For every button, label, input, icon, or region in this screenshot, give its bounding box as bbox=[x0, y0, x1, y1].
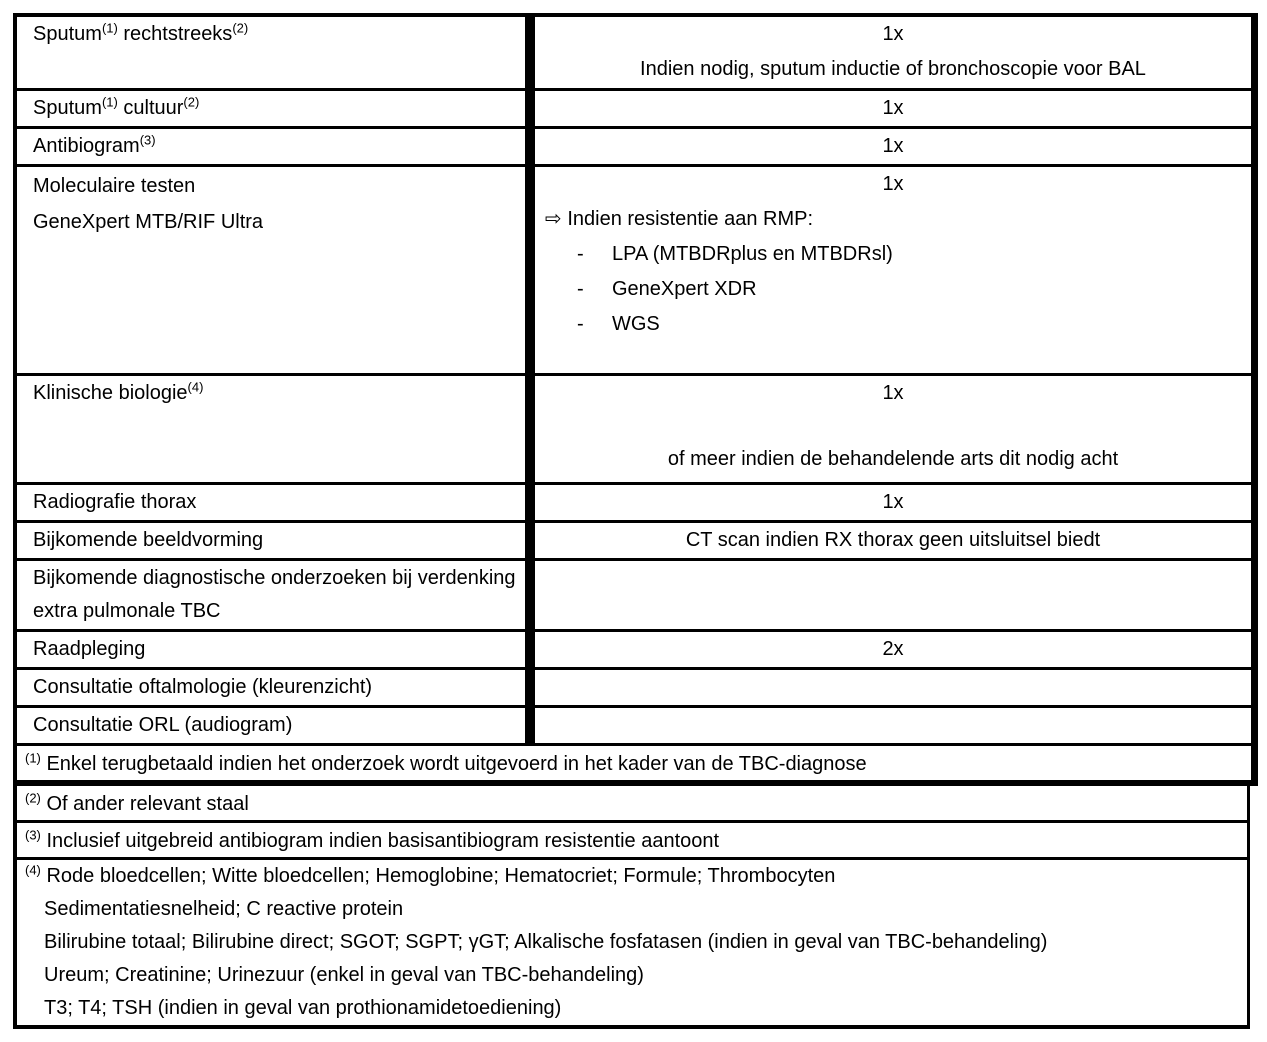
column-divider bbox=[525, 485, 535, 520]
row-value-cell bbox=[535, 523, 1251, 558]
footnote-line: T3; T4; TSH (indien in geval van prothionamidetoediening) bbox=[44, 997, 562, 1019]
footnote-2 bbox=[17, 786, 1247, 823]
column-divider bbox=[525, 91, 535, 126]
footnote-ref: (4) bbox=[187, 379, 204, 395]
footnote-line: Bilirubine totaal; Bilirubine direct; SGOT; SGPT; γGT; Alkalische fosfatasen (indien in geval van TBC-behandeling) bbox=[44, 931, 1048, 953]
row-orl bbox=[17, 708, 1251, 746]
row-label-cell bbox=[17, 129, 525, 164]
condition-line bbox=[539, 202, 1247, 237]
row-value-cell bbox=[535, 91, 1251, 126]
row-label-cell bbox=[17, 670, 525, 705]
row-label-cell bbox=[17, 167, 525, 373]
footnote-line: Ureum; Creatinine; Urinezuur (enkel in geval van TBC-behandeling) bbox=[44, 964, 644, 986]
row-label-cell bbox=[17, 632, 525, 667]
row-label: Klinische biologie bbox=[33, 382, 188, 404]
row-value-cell bbox=[535, 17, 1251, 88]
list-bullet: - bbox=[577, 243, 584, 265]
column-divider bbox=[525, 17, 535, 88]
frequency-value: 1x bbox=[882, 97, 904, 119]
footnote-3 bbox=[17, 823, 1247, 860]
row-label-cell bbox=[17, 708, 525, 743]
row-label-cell bbox=[17, 91, 525, 126]
row-label: Radiografie thorax bbox=[33, 491, 197, 513]
list-item-text: GeneXpert XDR bbox=[612, 278, 757, 300]
frequency-value: 2x bbox=[882, 638, 904, 660]
list-item bbox=[539, 307, 1247, 342]
column-divider bbox=[525, 561, 535, 629]
list-item-text: LPA (MTBDRplus en MTBDRsl) bbox=[612, 243, 893, 265]
row-label-cell bbox=[17, 523, 525, 558]
row-ophthalmology bbox=[17, 670, 1251, 708]
column-divider bbox=[525, 129, 535, 164]
frequency-value: 1x bbox=[882, 135, 904, 157]
column-divider bbox=[525, 523, 535, 558]
footnote-4 bbox=[17, 860, 1247, 1025]
footnote-marker: (2) bbox=[25, 790, 41, 806]
frequency-value: 1x bbox=[882, 23, 904, 45]
row-value-cell bbox=[535, 632, 1251, 667]
row-value-cell bbox=[535, 561, 1251, 629]
list-item-text: WGS bbox=[612, 313, 660, 335]
footnote-text: Of ander relevant staal bbox=[46, 793, 249, 815]
value-note: of meer indien de behandelende arts dit nodig acht bbox=[667, 448, 1119, 470]
column-divider bbox=[525, 376, 535, 482]
list-item bbox=[539, 237, 1247, 272]
row-value-cell bbox=[535, 708, 1251, 743]
footnote-line bbox=[25, 860, 1241, 893]
row-value-cell bbox=[535, 129, 1251, 164]
row-value-cell bbox=[535, 167, 1251, 373]
row-chest-xray bbox=[17, 485, 1251, 523]
footnote-ref: (2) bbox=[183, 94, 200, 110]
frequency-value: 1x bbox=[882, 173, 904, 195]
footnote-1 bbox=[17, 746, 1251, 786]
row-label: Sputum bbox=[33, 23, 102, 45]
value-note: Indien nodig, sputum inductie of bronchoscopie voor BAL bbox=[640, 58, 1146, 80]
row-additional-imaging bbox=[17, 523, 1251, 561]
row-molecular-tests bbox=[17, 167, 1251, 376]
row-label-cell bbox=[17, 485, 525, 520]
row-label: Sputum bbox=[33, 97, 102, 119]
footnote-ref: (1) bbox=[101, 20, 118, 36]
row-label-cell bbox=[17, 376, 525, 482]
row-label: Bijkomende diagnostische onderzoeken bij verdenking extra pulmonale TBC bbox=[33, 567, 516, 622]
row-value-cell bbox=[535, 485, 1251, 520]
footnote-ref: (1) bbox=[101, 94, 118, 110]
row-label: GeneXpert MTB/RIF Ultra bbox=[33, 211, 264, 233]
list-bullet: - bbox=[577, 278, 584, 300]
footnote-line: Sedimentatiesnelheid; C reactive protein bbox=[44, 898, 404, 920]
right-arrow-icon: ⇨ bbox=[545, 208, 562, 230]
tbc-diagnostics-table bbox=[13, 13, 1258, 1029]
row-label: cultuur bbox=[117, 97, 184, 119]
column-divider bbox=[525, 708, 535, 743]
footnote-marker: (4) bbox=[25, 862, 41, 878]
footnote-text: Enkel terugbetaald indien het onderzoek wordt uitgevoerd in het kader van de TBC-diagnose bbox=[46, 753, 867, 775]
footnote-ref: (2) bbox=[232, 20, 249, 36]
list-bullet: - bbox=[577, 313, 584, 335]
row-label: Consultatie ORL (audiogram) bbox=[33, 714, 293, 736]
frequency-value: 1x bbox=[882, 382, 904, 404]
footnotes-table bbox=[13, 786, 1250, 1029]
column-divider bbox=[525, 670, 535, 705]
row-label: rechtstreeks bbox=[117, 23, 233, 45]
row-label-cell bbox=[17, 17, 525, 88]
footnote-marker: (1) bbox=[25, 750, 41, 766]
condition-text: Indien resistentie aan RMP: bbox=[567, 208, 814, 230]
row-label: Bijkomende beeldvorming bbox=[33, 529, 264, 551]
frequency-value: 1x bbox=[882, 491, 904, 513]
column-divider bbox=[525, 632, 535, 667]
row-additional-diagnostics bbox=[17, 561, 1251, 632]
row-label-cell bbox=[17, 561, 525, 629]
column-divider bbox=[525, 167, 535, 373]
row-label: Raadpleging bbox=[33, 638, 146, 660]
row-value-cell bbox=[535, 670, 1251, 705]
row-antibiogram bbox=[17, 129, 1251, 167]
footnote-ref: (3) bbox=[139, 132, 156, 148]
row-clinical-biology bbox=[17, 376, 1251, 485]
main-table bbox=[13, 13, 1258, 786]
row-label: Consultatie oftalmologie (kleurenzicht) bbox=[33, 676, 373, 698]
row-label: Antibiogram bbox=[33, 135, 140, 157]
row-sputum-culture bbox=[17, 91, 1251, 129]
row-consultation bbox=[17, 632, 1251, 670]
footnote-text: Inclusief uitgebreid antibiogram indien basisantibiogram resistentie aantoont bbox=[46, 830, 720, 852]
row-label: Moleculaire testen bbox=[33, 175, 196, 197]
list-item bbox=[539, 272, 1247, 307]
footnote-text: Rode bloedcellen; Witte bloedcellen; Hemoglobine; Hematocriet; Formule; Thrombocyten bbox=[46, 865, 836, 887]
footnote-marker: (3) bbox=[25, 827, 41, 843]
row-value-cell bbox=[535, 376, 1251, 482]
row-sputum-direct bbox=[17, 17, 1251, 91]
value-note: CT scan indien RX thorax geen uitsluitsel biedt bbox=[685, 529, 1101, 551]
